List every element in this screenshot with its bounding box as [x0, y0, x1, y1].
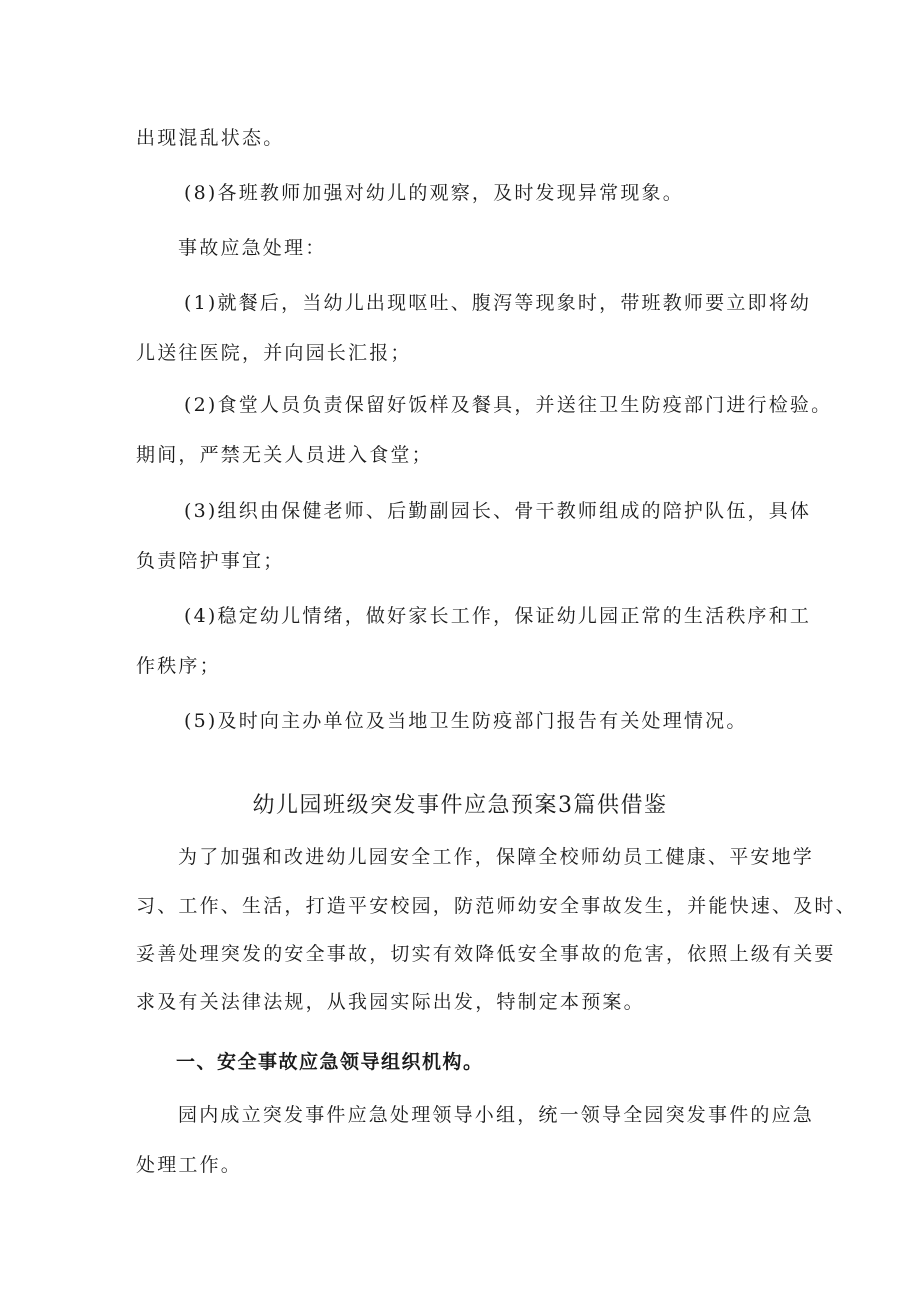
- text-line: 作秩序；: [136, 655, 221, 677]
- text-line: 习、工作、生活，打造平安校园，防范师幼安全事故发生，并能快速、及时、: [136, 895, 857, 917]
- text-line: 为了加强和改进幼儿园安全工作，保障全校师幼员工健康、平安地学: [178, 846, 815, 868]
- text-line: 儿送往医院，并向园长汇报；: [136, 342, 412, 364]
- text-line: (2)食堂人员负责保留好饭样及餐具，并送往卫生防疫部门进行检验。: [184, 394, 833, 416]
- text-line: 期间，严禁无关人员进入食堂；: [136, 444, 433, 466]
- text-line: 园内成立突发事件应急处理领导小组，统一领导全园突发事件的应急: [178, 1104, 815, 1126]
- text-line: 负责陪护事宜；: [136, 550, 285, 572]
- text-line: (4)稳定幼儿情绪，做好家长工作，保证幼儿园正常的生活秩序和工: [184, 605, 812, 627]
- text-line: (5)及时向主办单位及当地卫生防疫部门报告有关处理情况。: [184, 710, 748, 732]
- text-line: (1)就餐后，当幼儿出现呕吐、腹泻等现象时，带班教师要立即将幼: [184, 292, 812, 314]
- document-title: 幼儿园班级突发事件应急预案3篇供借鉴: [252, 793, 668, 818]
- text-line: 妥善处理突发的安全事故，切实有效降低安全事故的危害，依照上级有关要: [136, 943, 836, 965]
- text-line: 出现混乱状态。: [136, 127, 285, 149]
- text-line: 事故应急处理：: [178, 237, 327, 259]
- text-line: 求及有关法律法规，从我园实际出发，特制定本预案。: [136, 991, 645, 1013]
- text-line: 处理工作。: [136, 1154, 243, 1176]
- text-line: (8)各班教师加强对幼儿的观察，及时发现异常现象。: [184, 182, 684, 204]
- text-line: (3)组织由保健老师、后勤副园长、骨干教师组成的陪护队伍，具体: [184, 500, 812, 522]
- section-heading: 一、安全事故应急领导组织机构。: [176, 1051, 484, 1073]
